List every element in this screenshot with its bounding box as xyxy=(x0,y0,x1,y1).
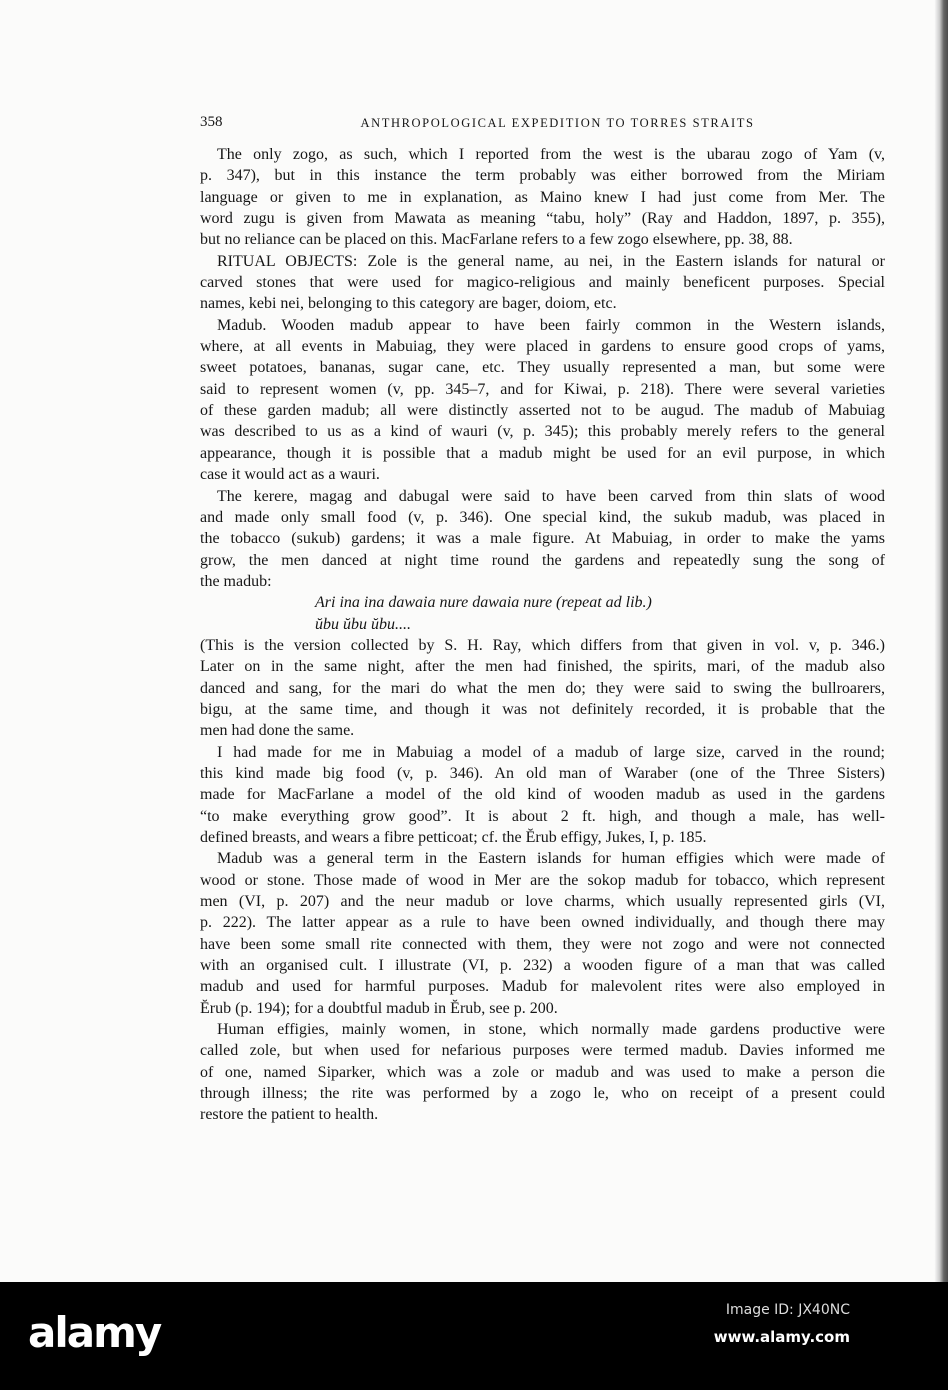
text-line: “to make everything grow good”. It is about 2 ft. high, and though a male, has well- xyxy=(200,807,885,825)
text-line: madub and used for harmful purposes. Madub for malevolent rites were also employed in xyxy=(200,978,885,996)
text-line: but no reliance can be placed on this. MacFarlane refers to a few zogo elsewhere, pp. 38, 88. xyxy=(200,231,793,249)
paragraph xyxy=(200,848,885,1019)
text-line: danced and sang, for the mari do what the men do; they were said to swing the bullroarers, xyxy=(200,679,885,697)
text-line: Later on in the same night, after the men had finished, the spirits, mari, of the madub also xyxy=(200,658,885,676)
text-line: Madub was a general term in the Eastern islands for human effigies which were made of xyxy=(217,850,885,868)
paragraph xyxy=(200,1019,885,1126)
text-line: (This is the version collected by S. H. Ray, which differs from that given in vol. v, p. 346.) xyxy=(200,636,885,654)
text-line: said to represent women (v, pp. 345–7, and for Kiwai, p. 218). There were several varieties xyxy=(200,380,885,398)
body-text xyxy=(200,144,885,1126)
site-url: www.alamy.com xyxy=(713,1328,850,1346)
text-line: grow, the men danced at night time round the gardens and repeatedly sung the song of xyxy=(200,551,885,569)
text-line: Ĕrub (p. 194); for a doubtful madub in Ĕrub, see p. 200. xyxy=(200,999,558,1017)
text-line: carved stones that were used for magico-religious and mainly beneficent purposes. Special xyxy=(200,274,885,292)
text-line: have been some small rite connected with them, they were not zogo and were not connected xyxy=(200,935,885,953)
text-line: made for MacFarlane a model of the old kind of wooden madub as used in the gardens xyxy=(200,786,885,804)
paragraph xyxy=(200,251,885,315)
text-line: the madub: xyxy=(200,572,272,590)
text-line: this kind made big food (v, p. 346). An old man of Waraber (one of the Three Sisters) xyxy=(200,764,885,782)
paragraph xyxy=(200,315,885,486)
text-line: was described to us as a kind of wauri (v, p. 345); this probably merely refers to the general xyxy=(200,423,885,441)
text-line: p. 347), but in this instance the term probably was either borrowed from the Miriam xyxy=(200,167,885,185)
page-number: 358 xyxy=(200,114,223,130)
text-line: of one, named Siparker, which was a zole or madub and was used to make a person die xyxy=(200,1063,885,1081)
song-verse xyxy=(200,592,885,635)
text-line: where, at all events in Mabuiag, they were placed in gardens to ensure good crops of yams, xyxy=(200,338,885,356)
text-line: restore the patient to health. xyxy=(200,1106,379,1124)
paragraph xyxy=(200,635,885,742)
verse-line: ŭbu ŭbu ŭbu.... xyxy=(315,615,411,633)
text-line: wood or stone. Those made of wood in Mer are the sokop madub for tobacco, which represent xyxy=(200,871,885,889)
text-line: defined breasts, and wears a fibre petticoat; cf. the Ĕrub effigy, Jukes, I, p. 185. xyxy=(200,829,707,846)
paragraph xyxy=(200,144,885,251)
text-line: the tobacco (sukub) gardens; it was a male figure. At Mabuiag, in order to make the yams xyxy=(200,530,885,548)
text-line: p. 222). The latter appear as a rule to have been owned individually, and though there may xyxy=(200,914,885,932)
text-line: men (VI, p. 207) and the neur madub or love charms, which usually represented girls (VI, xyxy=(200,893,885,911)
text-line: and made only small food (v, p. 346). One special kind, the sukub madub, was placed in xyxy=(200,508,885,526)
image-id: Image ID: JX40NC xyxy=(725,1302,850,1318)
text-line: The kerere, magag and dabugal were said to have been carved from thin slats of wood xyxy=(217,487,885,505)
text-line: appearance, though it is possible that a madub might be used for an evil purpose, in which xyxy=(200,444,885,462)
text-line: The only zogo, as such, which I reported from the west is the ubarau zogo of Yam (v, xyxy=(217,146,885,163)
text-line: Human effigies, mainly women, in stone, which normally made gardens productive were xyxy=(217,1021,885,1039)
verse-line: Ari ina ina dawaia nure dawaia nure (repeat ad lib.) xyxy=(315,594,652,612)
text-line: I had made for me in Mabuiag a model of a madub of large size, carved in the round; xyxy=(217,743,885,761)
page-edge-shadow xyxy=(934,0,948,1282)
text-line: names, kebi nei, belonging to this category are bager, doiom, etc. xyxy=(200,295,617,313)
running-title: ANTHROPOLOGICAL EXPEDITION TO TORRES STRAITS xyxy=(360,116,755,130)
text-line: language or given to me in explanation, as Maino knew I had just come from Mer. The xyxy=(200,188,885,206)
text-line: called zole, but when used for nefarious purposes were termed madub. Davies informed me xyxy=(200,1042,885,1060)
text-line: Madub. Wooden madub appear to have been fairly common in the Western islands, xyxy=(217,316,885,334)
text-line: men had done the same. xyxy=(200,722,355,740)
text-line: word zugu is given from Mawata as meaning “tabu, holy” (Ray and Haddon, 1897, p. 355), xyxy=(200,210,885,228)
text-line: RITUAL OBJECTS: Zole is the general name, au nei, in the Eastern islands for natural or xyxy=(217,252,885,270)
text-line: through illness; the rite was performed by a zogo le, who on receipt of a present could xyxy=(200,1085,885,1103)
text-line: with an organised cult. I illustrate (VI, p. 232) a wooden figure of a man that was called xyxy=(200,957,885,975)
text-line: of these garden madub; all were distinctly asserted not to be augud. The madub of Mabuiag xyxy=(200,402,885,420)
alamy-logo: alamy xyxy=(28,1308,161,1357)
paragraph xyxy=(200,486,885,593)
text-line: bigu, at the same time, and though it was not definitely recorded, it is probable that the xyxy=(200,700,885,718)
page-header xyxy=(200,114,885,134)
watermark-banner xyxy=(0,1282,948,1390)
text-line: sweet potatoes, bananas, sugar cane, etc. They usually represented a man, but some were xyxy=(200,359,885,377)
paragraph xyxy=(200,742,885,849)
text-line: case it would act as a wauri. xyxy=(200,466,380,484)
